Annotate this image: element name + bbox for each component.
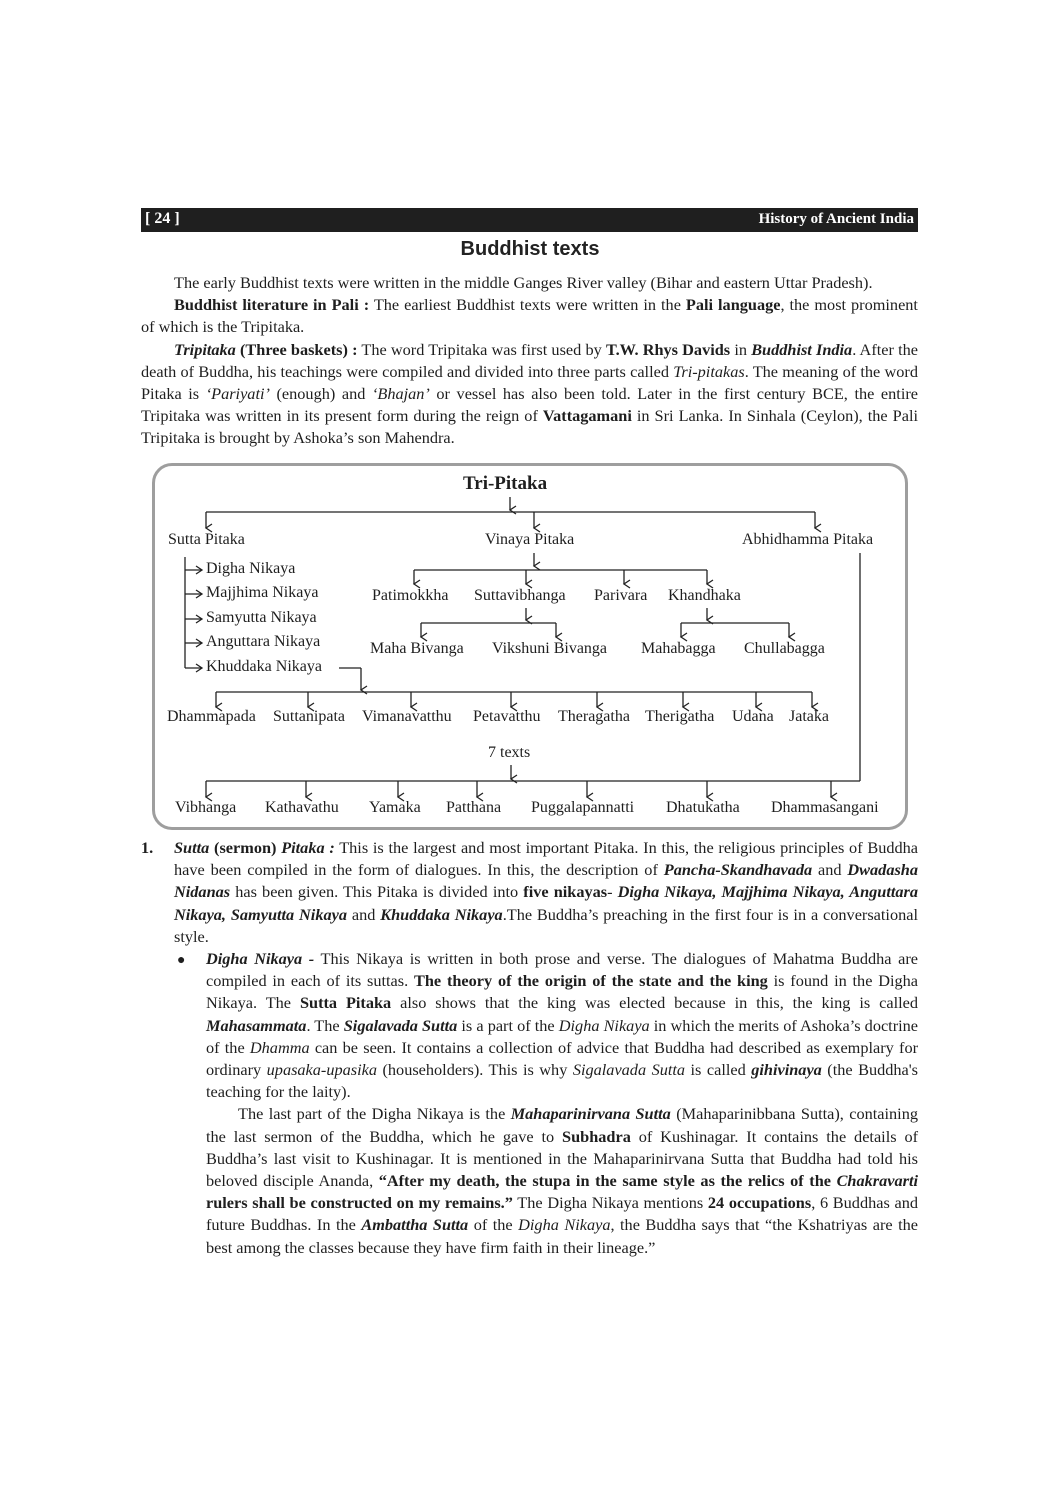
- abhidhamma-text-node: Kathavathu: [265, 799, 339, 816]
- diagram-root: Tri-Pitaka: [463, 473, 548, 494]
- vinaya-pitaka-node: Vinaya Pitaka: [485, 531, 575, 548]
- bullet-icon: ●: [177, 953, 186, 969]
- abhidhamma-text-node: Vibhanga: [175, 799, 237, 816]
- khuddaka-text-node: Dhammapada: [167, 708, 256, 725]
- khuddaka-text-node: Therigatha: [645, 708, 715, 725]
- seven-texts-label: 7 texts: [488, 744, 531, 761]
- abhidhamma-text-node: Dhatukatha: [666, 799, 740, 816]
- khandhaka-part-node: Chullabagga: [744, 640, 825, 657]
- sutta-pitaka-node: Sutta Pitaka: [168, 531, 245, 548]
- abhidhamma-text-node: Puggalapannatti: [531, 799, 635, 816]
- section-title: Buddhist texts: [460, 238, 600, 260]
- sutta-pitaka-paragraph: Sutta (sermon) Pitaka : This is the largest and most important Pitaka. In this, the religious principles of Buddha have been compiled in the form of dialogues. In this, the description of Pancha-Skandhavada and Dwadasha Nidanas has been given. This Pitaka is divided into five nikayas- Digha Nikaya, Majjhima Nikaya, Anguttara Nikaya, Samyutta Nikaya and Khuddaka Nikaya.The Buddha’s preaching in the first four is in a conversational style.: [174, 838, 919, 946]
- nikaya-node: Majjhima Nikaya: [206, 584, 319, 601]
- nikaya-node: Samyutta Nikaya: [206, 609, 317, 626]
- khuddaka-text-node: Vimanavatthu: [362, 708, 452, 725]
- vinaya-part-node: Patimokkha: [372, 587, 449, 604]
- abhidhamma-text-node: Dhammasangani: [771, 799, 879, 816]
- nikaya-node: Khuddaka Nikaya: [206, 658, 322, 675]
- abhidhamma-pitaka-node: Abhidhamma Pitaka: [742, 531, 874, 548]
- nikaya-node: Digha Nikaya: [206, 560, 296, 577]
- vibhanga-part-node: Maha Bivanga: [370, 640, 464, 657]
- page-number: [ 24 ]: [145, 210, 180, 227]
- khuddaka-text-node: Theragatha: [558, 708, 630, 725]
- digha-nikaya-paragraph: Digha Nikaya - This Nikaya is written in both prose and verse. The dialogues of Mahatma Buddha are compiled in each of its suttas. The theory of the origin of the state and the king is found in the Digha Nikaya. The Sutta Pitaka also shows that the king was elected because in this, the king is called Mahasammata. The Sigalavada Sutta is a part of the Digha Nikaya in which the merits of Ashoka’s doctrine of the Dhamma can be seen. It contains a collection of advice that Buddha had described as exemplary for ordinary upasaka-upasika (householders). This is why Sigalavada Sutta is called gihivinaya (the Buddha's teaching for the laity).: [206, 949, 919, 1102]
- khandhaka-part-node: Mahabagga: [641, 640, 716, 657]
- khuddaka-text-node: Jataka: [789, 708, 829, 725]
- mahaparinirvana-paragraph: The last part of the Digha Nikaya is the Mahaparinirvana Sutta (Mahaparinibbana Sutta), containing the last sermon of the Buddha, which he gave to Subhadra of Kushinagar. It contains the details of Buddha’s last visit to Kushinagar. It is mentioned in the Mahaparinirvana Sutta that Buddha had told his beloved disciple Ananda, “After my death, the stupa in the same style as the relics of the Chakravarti rulers shall be constructed on my remains.” The Digha Nikaya mentions 24 occupations, 6 Buddhas and future Buddhas. In the Ambattha Sutta of the Digha Nikaya, the Buddha says that “the Kshatriyas are the best among the classes because they have firm faith in their lineage.”: [206, 1104, 919, 1257]
- khuddaka-text-node: Suttanipata: [273, 708, 345, 725]
- intro-paragraph-2: Buddhist literature in Pali : The earliest Buddhist texts were written in the Pali language, the most prominent of which is the Tripitaka.: [141, 295, 918, 337]
- abhidhamma-text-node: Yamaka: [369, 799, 421, 816]
- vinaya-part-node: Suttavibhanga: [474, 587, 566, 604]
- nikaya-node: Anguttara Nikaya: [206, 633, 321, 650]
- book-title: History of Ancient India: [758, 211, 914, 227]
- section-1: [141, 837, 918, 1259]
- khuddaka-text-node: Petavatthu: [473, 708, 541, 725]
- vinaya-part-node: Khandhaka: [668, 587, 741, 604]
- abhidhamma-text-node: Patthana: [446, 799, 502, 816]
- intro-paragraph-1: The early Buddhist texts were written in the middle Ganges River valley (Bihar and eastern Uttar Pradesh).: [174, 273, 873, 292]
- vinaya-part-node: Parivara: [594, 587, 648, 604]
- intro-paragraph-3: Tripitaka (Three baskets) : The word Tripitaka was first used by T.W. Rhys Davids in Buddhist India. After the death of Buddha, his teachings were compiled and divided into three parts called Tri-pitakas. The meaning of the word Pitaka is ‘Pariyati’ (enough) and ‘Bhajan’ or vessel has also been told. Later in the first century BCE, the entire Tripitaka was written in its present form during the reign of Vattagamani in Sri Lanka. In Sinhala (Ceylon), the Pali Tripitaka is brought by Ashoka’s son Mahendra.: [141, 339, 918, 448]
- vibhanga-part-node: Vikshuni Bivanga: [492, 640, 608, 657]
- section-number: 1.: [141, 838, 154, 857]
- khuddaka-text-node: Udana: [732, 708, 774, 725]
